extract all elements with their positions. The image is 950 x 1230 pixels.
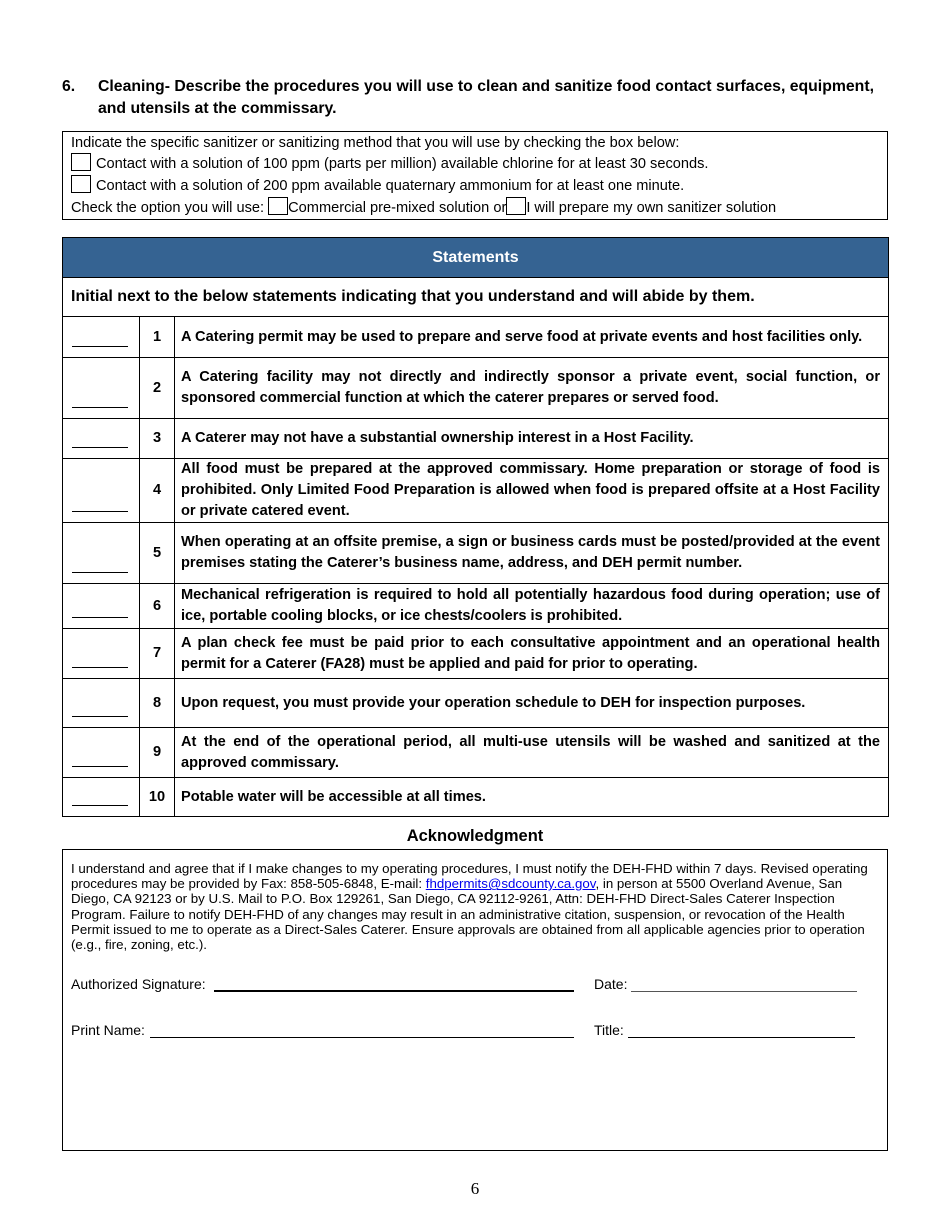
initial-field[interactable] xyxy=(63,459,140,523)
section-title: Cleaning- Describe the procedures you will use to clean and sanitize food contact surfaces, equipment, and utensils at the commissary. xyxy=(98,78,874,117)
statement-row xyxy=(63,459,889,523)
acknowledgment-title: Acknowledgment xyxy=(406,827,544,845)
statement-text: At the end of the operational period, all multi-use utensils will be washed and sanitized at the approved commissary. xyxy=(175,728,889,778)
statements-header: Statements xyxy=(63,238,889,278)
option-choice xyxy=(71,197,776,219)
acknowledgment-text-part2: , in person at 5500 Overland Avenue, San Diego, CA 92123 or by U.S. Mail to P.O. Box 129261, San Diego, CA 92112-9261, Attn: DEH-FHD Direct-Sales Caterer Inspection Program. Failure to notify DEH-FHD of any changes may result in an administrative citation, suspension, or revocation of the Health Permit issued to me to operate as a Direct-Sales Caterer. Ensure approvals are obtained from all applicable agencies prior to operation (e.g., fire, zoning, etc.). xyxy=(71,876,865,953)
signature-label: Authorized Signature: xyxy=(71,976,206,992)
option-chlorine xyxy=(71,153,708,175)
date-label: Date: xyxy=(594,976,628,992)
statement-row xyxy=(63,629,889,679)
initial-field[interactable] xyxy=(63,523,140,584)
statement-row xyxy=(63,584,889,629)
quat-checkbox[interactable] xyxy=(71,175,91,193)
statement-number: 9 xyxy=(140,728,175,778)
initial-field[interactable] xyxy=(63,679,140,728)
statement-row xyxy=(63,358,889,419)
statement-text: A plan check fee must be paid prior to each consultative appointment and an operational health permit for a Caterer (FA28) must be applied and paid for prior to operating. xyxy=(175,629,889,679)
title-line xyxy=(628,1037,855,1038)
statement-text: All food must be prepared at the approved commissary. Home preparation or storage of food is prohibited. Only Limited Food Preparation is allowed when food is prepared offsite at a Host Facility or private catered event. xyxy=(175,459,889,523)
statement-text: Upon request, you must provide your operation schedule to DEH for inspection purposes. xyxy=(175,679,889,728)
option-chlorine-label: Contact with a solution of 100 ppm (parts per million) available chlorine for at least 30 seconds. xyxy=(96,156,709,172)
choose-own-label: I will prepare my own sanitizer solution xyxy=(526,200,777,216)
print-name-line xyxy=(150,1037,574,1038)
statement-number: 1 xyxy=(140,317,175,358)
commercial-checkbox[interactable] xyxy=(268,197,288,215)
statement-text: A Catering facility may not directly and indirectly sponsor a private event, social function, or sponsored commercial function at which the caterer prepares or served food. xyxy=(175,358,889,419)
title-label: Title: xyxy=(594,1022,624,1038)
statement-row xyxy=(63,317,889,358)
statements-table xyxy=(62,237,889,817)
statement-text: When operating at an offsite premise, a sign or business cards must be posted/provided at the event premises stating the Caterer’s business name, address, and DEH permit number. xyxy=(175,523,889,584)
statement-row xyxy=(63,523,889,584)
option-quat-label: Contact with a solution of 200 ppm available quaternary ammonium for at least one minute. xyxy=(96,178,685,194)
date-line xyxy=(631,991,857,992)
option-quat xyxy=(71,175,684,197)
title-field[interactable] xyxy=(594,1022,859,1042)
choose-prefix: Check the option you will use: xyxy=(71,200,265,216)
sanitizer-box xyxy=(62,131,888,220)
statement-text: A Caterer may not have a substantial ownership interest in a Host Facility. xyxy=(175,419,889,459)
acknowledgment-text xyxy=(71,861,879,952)
initial-field[interactable] xyxy=(63,728,140,778)
statement-number: 2 xyxy=(140,358,175,419)
initial-field[interactable] xyxy=(63,317,140,358)
signature-field[interactable] xyxy=(71,976,576,996)
statement-text: A Catering permit may be used to prepare and serve food at private events and host facilities only. xyxy=(175,317,889,358)
initial-field[interactable] xyxy=(63,629,140,679)
acknowledgment-text-part1: I understand and agree that if I make changes to my operating procedures, I must notify the DEH-FHD within 7 days. Revised operating procedures may be provided by Fax: 858-505-6848, E-mail: xyxy=(71,861,868,892)
statement-row xyxy=(63,679,889,728)
print-name-field[interactable] xyxy=(71,1022,576,1042)
statement-text: Potable water will be accessible at all times. xyxy=(175,778,889,817)
chlorine-checkbox[interactable] xyxy=(71,153,91,171)
sanitizer-instruction: Indicate the specific sanitizer or sanitizing method that you will use by checking the box below: xyxy=(71,135,680,151)
initial-field[interactable] xyxy=(63,778,140,817)
initial-field[interactable] xyxy=(63,419,140,459)
statement-row xyxy=(63,419,889,459)
statement-number: 6 xyxy=(140,584,175,629)
own-solution-checkbox[interactable] xyxy=(506,197,526,215)
statement-number: 5 xyxy=(140,523,175,584)
statements-intro: Initial next to the below statements indicating that you understand and will abide by them. xyxy=(63,278,889,317)
initial-field[interactable] xyxy=(63,358,140,419)
statement-number: 4 xyxy=(140,459,175,523)
section-number: 6. xyxy=(62,78,76,95)
statement-number: 10 xyxy=(140,778,175,817)
statement-row xyxy=(63,728,889,778)
signature-line xyxy=(214,990,574,992)
statement-number: 8 xyxy=(140,679,175,728)
statement-row xyxy=(63,778,889,817)
date-field[interactable] xyxy=(594,976,859,996)
choose-commercial-label: Commercial pre-mixed solution or xyxy=(288,200,507,216)
statement-number: 3 xyxy=(140,419,175,459)
acknowledgment-box xyxy=(62,849,888,1151)
statement-text: Mechanical refrigeration is required to hold all potentially hazardous food during operation; use of ice, portable cooling blocks, or ice chests/coolers is prohibited. xyxy=(175,584,889,629)
initial-field[interactable] xyxy=(63,584,140,629)
statement-number: 7 xyxy=(140,629,175,679)
page-number: 6 xyxy=(470,1179,480,1198)
section-heading xyxy=(62,76,892,120)
email-link[interactable]: fhdpermits@sdcounty.ca.gov xyxy=(425,876,596,892)
print-name-label: Print Name: xyxy=(71,1022,145,1038)
